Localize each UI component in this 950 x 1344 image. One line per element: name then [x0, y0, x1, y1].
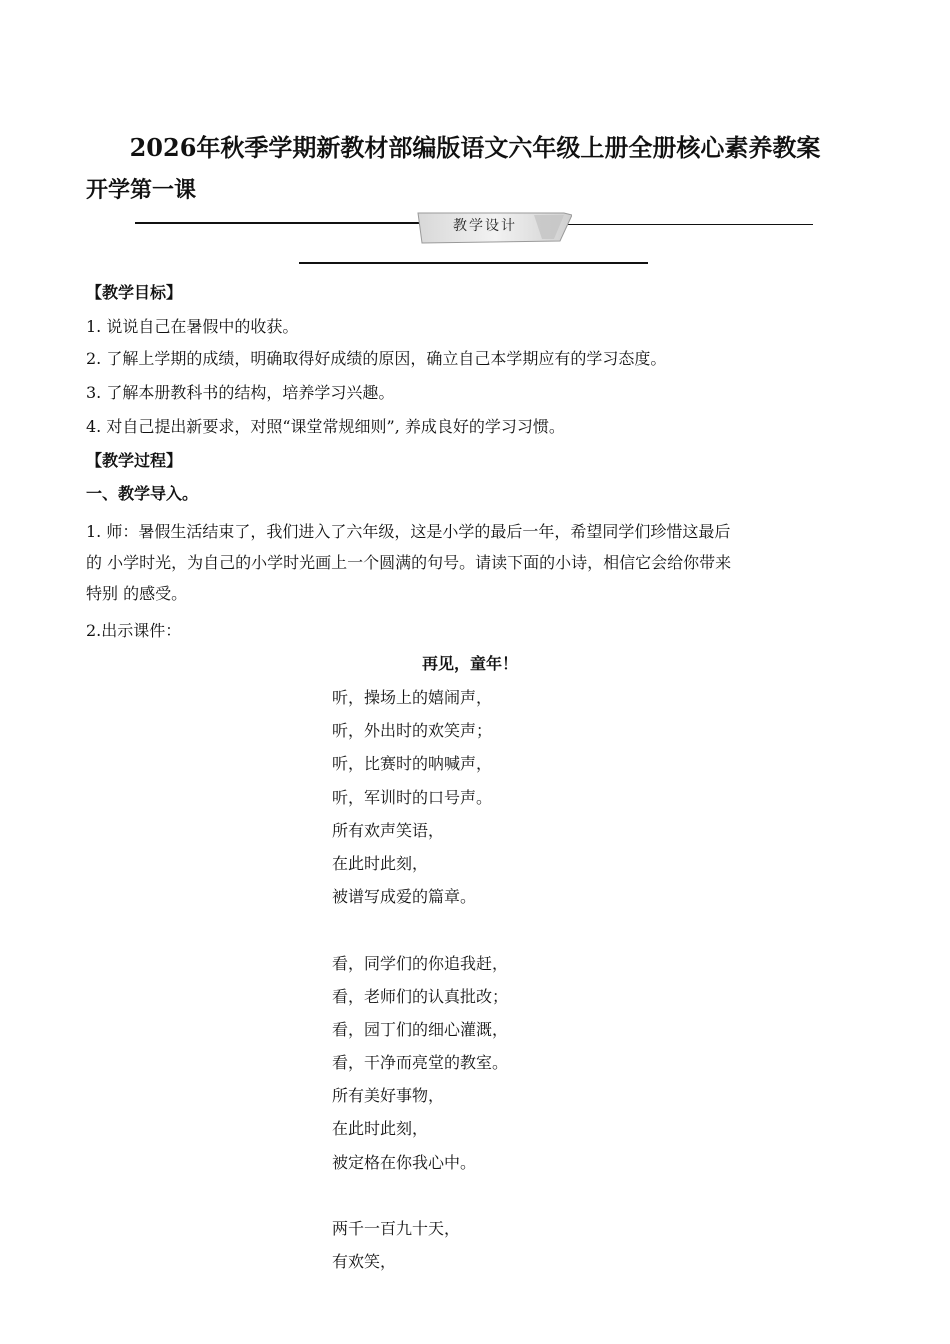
poem-line: 听，操场上的嬉闹声，: [332, 688, 493, 707]
poem-line: 看，干净而亮堂的教室。: [332, 1053, 509, 1073]
poem-body: [332, 684, 508, 1281]
paragraph-line: 特别 的感受。: [86, 584, 188, 603]
objective-item: 3. 了解本册教科书的结构，培养学习兴趣。: [86, 383, 395, 402]
poem-line: 所有美好事物，: [332, 1086, 445, 1106]
intro-paragraph: [86, 516, 862, 609]
process-heading: 【教学过程】: [86, 451, 183, 470]
poem-line: 在此时此刻，: [332, 853, 429, 873]
poem-line: 看，老师们的认真批改；: [332, 986, 509, 1006]
poem-line: 在此时此刻，: [332, 1119, 429, 1139]
stanza-break: [332, 916, 508, 949]
header-underline: [299, 262, 648, 264]
poem-line: 听，军训时的口号声。: [332, 787, 493, 807]
lesson-title: 开学第一课: [86, 178, 197, 203]
section-banner: [414, 211, 572, 245]
step-two-text: 2.出示课件：: [86, 621, 182, 640]
poem-line: 有欢笑，: [332, 1252, 397, 1272]
banner-label: 教学设计: [453, 218, 517, 234]
banner-rule-left: [135, 222, 425, 224]
poem-line: 听，外出时的欢笑声；: [332, 721, 493, 741]
poem-line: 被谱写成爱的篇章。: [332, 887, 477, 907]
banner-rule-right: [547, 224, 813, 225]
poem-line: 被定格在你我心中。: [332, 1152, 477, 1172]
document-title: 2026年秋季学期新教材部编版语文六年级上册全册核心素养教案: [129, 133, 821, 162]
stanza-break: [332, 1182, 508, 1215]
poem-line: 两千一百九十天，: [332, 1219, 461, 1238]
paragraph-line: 1. 师：暑假生活结束了，我们进入了六年级，这是小学的最后一年，希望同学们珍惜这最后: [86, 522, 731, 541]
poem-line: 看，园丁们的细心灌溉，: [332, 1019, 509, 1039]
paragraph-line: 的 小学时光，为自己的小学时光画上一个圆满的句号。请读下面的小诗，相信它会给你带来: [86, 553, 732, 572]
poem-title: 再见，童年！: [421, 654, 518, 673]
objectives-heading: 【教学目标】: [86, 283, 183, 302]
objective-item: 4. 对自己提出新要求，对照“课堂常规细则”, 养成良好的学习习惯。: [86, 417, 565, 436]
poem-line: 所有欢声笑语，: [332, 820, 445, 840]
poem-line: 听，比赛时的呐喊声，: [332, 754, 493, 774]
section-title: 一、教学导入。: [86, 484, 199, 503]
objective-item: 2. 了解上学期的成绩，明确取得好成绩的原因，确立自己本学期应有的学习态度。: [86, 349, 667, 368]
objective-item: 1. 说说自己在暑假中的收获。: [86, 317, 299, 336]
poem-line: 看，同学们的你追我赶，: [332, 953, 509, 973]
